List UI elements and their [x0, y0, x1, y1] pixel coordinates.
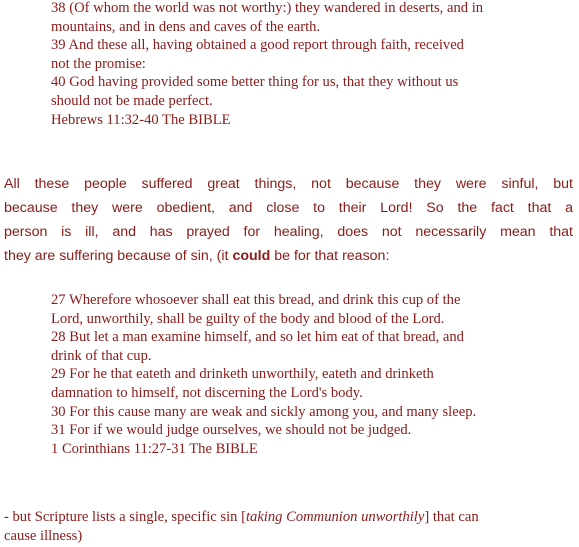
quote-line: 40 God having provided some better thing for us, that they without us	[51, 74, 459, 91]
quote-line: mountains, and in dens and caves of the earth.	[51, 18, 321, 35]
paragraph-text: be for that reason:	[270, 248, 390, 264]
quote-line: not the promise:	[51, 55, 146, 72]
quote-line: 27 Wherefore whosoever shall eat this bread, and drink this cup of the	[51, 292, 461, 308]
closing-text: ] that can	[424, 509, 479, 525]
quote-line: Lord, unworthily, shall be guilty of the body and blood of the Lord.	[51, 310, 445, 327]
quote-line: 39 And these all, having obtained a good report through faith, received	[51, 37, 464, 54]
quote-line: 38 (Of whom the world was not worthy:) they wandered in deserts, and in	[51, 0, 484, 16]
quote-line: 31 For if we would judge ourselves, we should not be judged.	[51, 422, 412, 439]
quote-line: 30 For this cause many are weak and sickly among you, and many sleep.	[51, 403, 477, 420]
quote-line: 29 For he that eateth and drinketh unworthily, eateth and drinketh	[51, 366, 434, 383]
italic-phrase: taking Communion unworthily	[245, 509, 425, 525]
quote-line: damnation to himself, not discerning the Lord's body.	[51, 384, 363, 401]
commentary-paragraph	[4, 172, 573, 268]
closing-text: - but Scripture lists a single, specific sin [	[4, 509, 246, 525]
quote-reference: 1 Corinthians 11:27-31 The BIBLE	[51, 440, 258, 457]
emphasis-could: could	[232, 248, 271, 264]
closing-note	[4, 508, 576, 545]
quote-line: drink of that cup.	[51, 347, 152, 364]
paragraph-line	[4, 244, 573, 268]
corinthians-quote	[51, 291, 571, 458]
quote-reference: Hebrews 11:32-40 The BIBLE	[51, 111, 231, 128]
quote-line: should not be made perfect.	[51, 92, 213, 109]
paragraph-line: All these people suffered great things, not because they were sinful, but	[4, 176, 573, 192]
hebrews-quote	[51, 0, 571, 129]
closing-line	[4, 508, 576, 527]
closing-line: cause illness)	[4, 527, 83, 544]
paragraph-line: person is ill, and has prayed for healing, does not necessarily mean that	[4, 224, 573, 240]
paragraph-line: because they were obedient, and close to their Lord! So the fact that a	[4, 200, 573, 216]
quote-line: 28 But let a man examine himself, and so let him eat of that bread, and	[51, 329, 464, 346]
paragraph-text: they are suffering because of sin, (it	[4, 248, 233, 264]
